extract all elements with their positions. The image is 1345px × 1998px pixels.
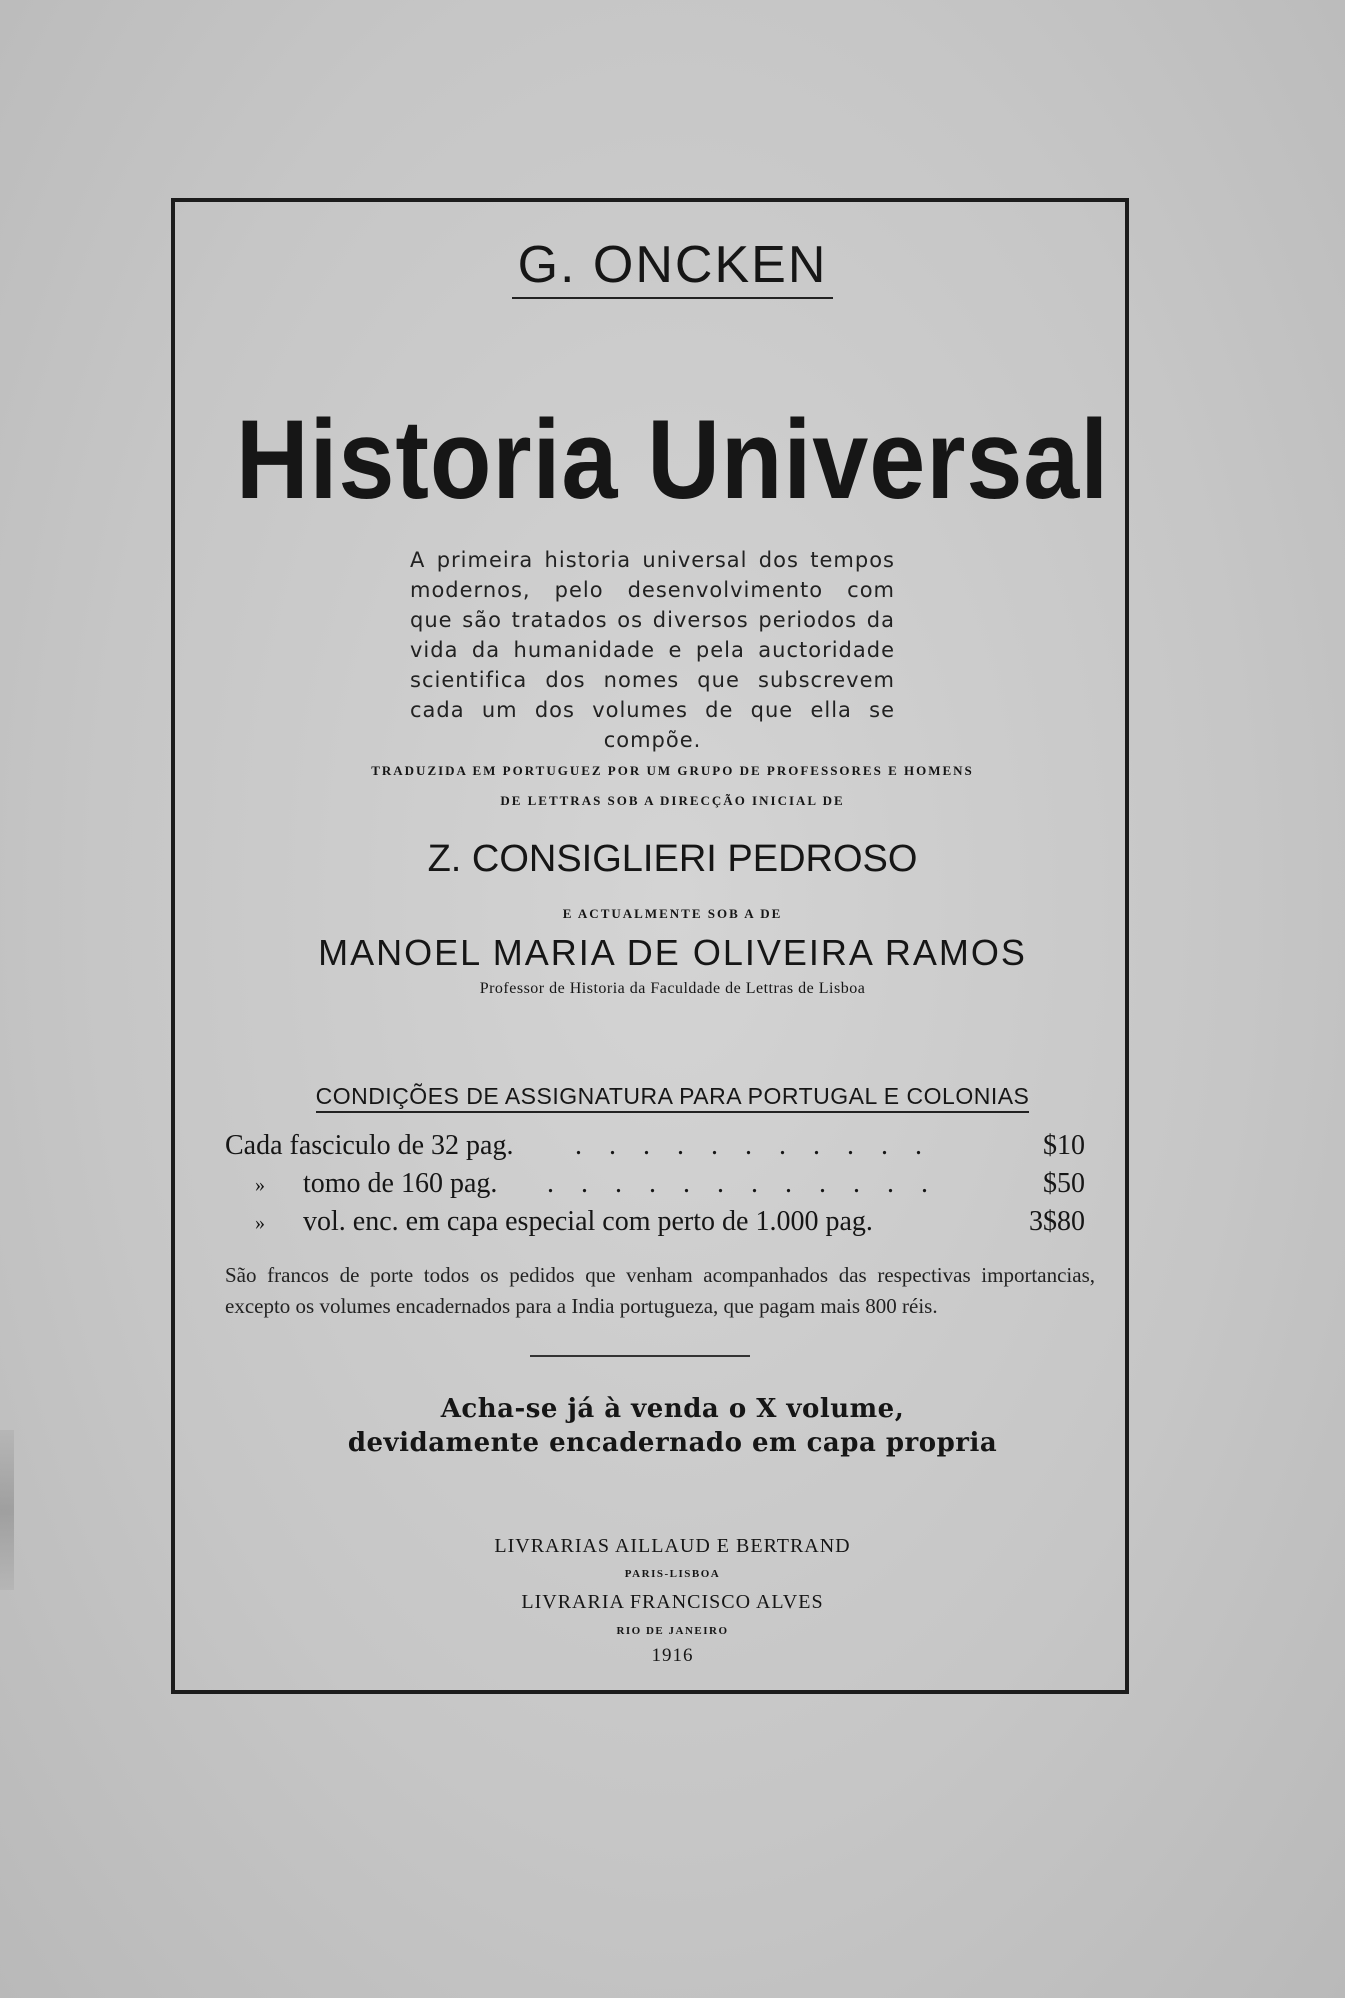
- price-row: [225, 1206, 1085, 1240]
- intro-paragraph: A primeira historia universal dos tempos modernos, pelo desenvolvimento com que são tratados os diversos periodos da vida da humanidade e pela auctoridade scientifica dos nomes que subscrevem cada um dos volumes de que ella se compõe.: [410, 548, 895, 752]
- sale-line-2: devidamente encadernado em capa propria: [347, 1428, 998, 1458]
- book-title: Historia Universal: [235, 397, 1110, 522]
- director-initial-name: Z. CONSIGLIERI PEDROSO: [427, 838, 918, 880]
- director-current-name: MANOEL MARIA DE OLIVEIRA RAMOS: [318, 932, 1027, 973]
- ditto-mark: »: [255, 1174, 265, 1196]
- publisher-1-city: PARIS-LISBOA: [624, 1568, 721, 1580]
- conditions-heading: CONDIÇÕES DE ASSIGNATURA PARA PORTUGAL E COLONIAS: [0, 1083, 1345, 1110]
- leader-dots: . . . . . . . . . . .: [575, 1130, 932, 1161]
- author-name: G. ONCKEN: [0, 235, 1345, 299]
- price-row: [225, 1130, 1085, 1164]
- price-value: $10: [1043, 1130, 1085, 1161]
- director-title: Professor de Historia da Faculdade de Lettras de Lisboa: [479, 980, 866, 997]
- translation-line-1: TRADUZIDA EM PORTUGUEZ POR UM GRUPO DE PROFESSORES E HOMENS: [371, 763, 974, 778]
- leader-dots: . . . . . . . . . . . .: [547, 1168, 938, 1199]
- price-label: tomo de 160 pag.: [303, 1168, 498, 1199]
- sale-announcement: [0, 1392, 1345, 1460]
- publisher-2-city: RIO DE JANEIRO: [616, 1625, 729, 1637]
- publication-year: 1916: [651, 1645, 694, 1666]
- publisher-1: LIVRARIAS AILLAUD E BERTRAND: [494, 1535, 851, 1557]
- sale-line-1: Acha-se já à venda o X volume,: [440, 1394, 905, 1424]
- postage-notice: São francos de porte todos os pedidos que venham acompanhados das respectivas importancias, excepto os volumes encadernados para a India portugueza, que pagam mais 800 réis.: [225, 1263, 1095, 1318]
- translation-line-2: DE LETTRAS SOB A DIRECÇÃO INICIAL DE: [500, 793, 845, 808]
- price-value: $50: [1043, 1168, 1085, 1199]
- publisher-2: LIVRARIA FRANCISCO ALVES: [521, 1591, 824, 1613]
- price-label: vol. enc. em capa especial com perto de 1.000 pag.: [303, 1206, 873, 1237]
- price-value: 3$80: [1029, 1206, 1085, 1237]
- divider-rule: [530, 1355, 750, 1357]
- price-row: [225, 1168, 1085, 1202]
- price-label: Cada fasciculo de 32 pag.: [225, 1130, 514, 1161]
- ditto-mark: »: [255, 1212, 265, 1234]
- current-director-line: E ACTUALMENTE SOB A DE: [562, 906, 783, 921]
